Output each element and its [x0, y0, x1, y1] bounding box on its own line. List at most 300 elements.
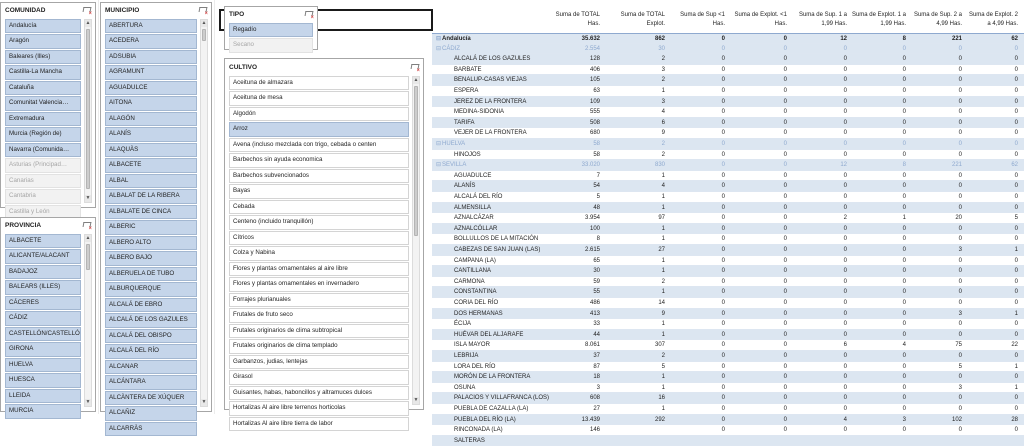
value-cell[interactable]: 0 [1014, 406, 1018, 412]
value-cell[interactable]: 307 [654, 342, 665, 349]
pivot-row[interactable] [432, 436, 1024, 446]
value-cell[interactable]: 0 [902, 353, 906, 359]
value-cell[interactable]: 0 [721, 162, 725, 169]
value-cell[interactable]: 486 [589, 300, 600, 306]
slicer-scrollbar[interactable] [412, 76, 420, 405]
value-cell[interactable]: 109 [589, 98, 600, 105]
clear-filter-icon[interactable] [304, 10, 313, 19]
value-cell[interactable]: 0 [721, 278, 725, 285]
value-cell[interactable]: 0 [1014, 204, 1018, 211]
value-cell[interactable]: 0 [902, 45, 906, 52]
value-cell[interactable]: 221 [951, 36, 962, 42]
slicer-item[interactable]: MURCIA [5, 404, 81, 418]
value-cell[interactable]: 0 [783, 151, 787, 158]
value-cell[interactable]: 0 [902, 151, 906, 158]
slicer-cultivo[interactable] [224, 58, 424, 427]
pivot-total-row[interactable] [432, 33, 1024, 44]
value-cell[interactable]: 44 [593, 331, 600, 338]
pivot-row[interactable] [432, 287, 1024, 298]
pivot-group-row[interactable] [432, 160, 1024, 171]
pivot-group-row[interactable] [432, 44, 1024, 55]
value-cell[interactable]: 0 [1014, 427, 1018, 434]
value-cell[interactable]: 1 [661, 384, 665, 391]
value-cell[interactable]: 0 [843, 300, 847, 306]
value-cell[interactable]: 59 [593, 278, 600, 285]
value-cell[interactable]: 4 [902, 342, 906, 349]
value-cell[interactable] [964, 436, 1020, 446]
scrollbar-thumb[interactable] [86, 29, 90, 189]
value-cell[interactable]: 0 [721, 406, 725, 412]
value-cell[interactable]: 55 [593, 289, 600, 296]
scroll-up-icon[interactable]: ▲ [201, 20, 207, 26]
value-cell[interactable]: 0 [1014, 278, 1018, 285]
value-cell[interactable]: 1 [661, 321, 665, 328]
value-cell[interactable]: 0 [958, 204, 962, 211]
pivot-header[interactable]: Suma de TOTAL Explot. [620, 12, 665, 27]
value-cell[interactable]: 0 [721, 183, 725, 190]
slicer-item[interactable]: Hortalizas Al aire libre tierra de labor [229, 417, 409, 431]
value-cell[interactable]: 6 [843, 342, 847, 349]
value-cell[interactable]: 8 [902, 162, 906, 169]
slicer-item[interactable]: Flores y plantas ornamentales al aire libre [229, 262, 409, 276]
value-cell[interactable]: 0 [843, 321, 847, 328]
slicer-item[interactable]: BADAJOZ [5, 265, 81, 279]
value-cell[interactable]: 0 [1014, 183, 1018, 190]
pivot-row[interactable] [432, 277, 1024, 288]
value-cell[interactable]: 0 [843, 257, 847, 264]
slicer-item[interactable]: ALICANTE/ALACANT [5, 249, 81, 263]
value-cell[interactable]: 0 [721, 247, 725, 253]
value-cell[interactable]: 0 [1014, 119, 1018, 126]
pivot-header[interactable]: Suma de Sup <1 Has. [680, 12, 725, 27]
value-cell[interactable]: 0 [843, 141, 847, 147]
slicer-item[interactable]: Regadío [229, 23, 313, 37]
value-cell[interactable]: 2 [661, 56, 665, 63]
value-cell[interactable]: 0 [1014, 88, 1018, 94]
value-cell[interactable]: 3.954 [584, 215, 600, 222]
slicer-item[interactable]: Barbechos sin ayuda economica [229, 153, 409, 167]
slicer-item[interactable]: ALBERO BAJO [105, 251, 197, 265]
pivot-row[interactable] [432, 404, 1024, 415]
slicer-item[interactable]: ALCÀNTERA DE XÚQUER [105, 391, 197, 405]
pivot-row[interactable] [432, 213, 1024, 224]
value-cell[interactable]: 0 [843, 119, 847, 126]
value-cell[interactable]: 0 [958, 395, 962, 402]
pivot-row[interactable] [432, 383, 1024, 394]
slicer-item[interactable]: Frutales de fruto seco [229, 308, 409, 322]
slicer-item[interactable]: AITONA [105, 96, 197, 110]
value-cell[interactable]: 0 [783, 204, 787, 211]
value-cell[interactable]: 54 [593, 183, 600, 190]
slicer-item[interactable]: BALEARS (ILLES) [5, 280, 81, 294]
value-cell[interactable]: 0 [958, 300, 962, 306]
value-cell[interactable] [554, 436, 602, 446]
pivot-row[interactable] [432, 309, 1024, 320]
value-cell[interactable]: 1 [661, 289, 665, 296]
value-cell[interactable]: 0 [843, 66, 847, 73]
value-cell[interactable]: 0 [902, 183, 906, 190]
value-cell[interactable]: 0 [783, 172, 787, 179]
value-cell[interactable]: 0 [721, 321, 725, 328]
slicer-item[interactable]: ALBURQUERQUE [105, 282, 197, 296]
value-cell[interactable]: 0 [958, 374, 962, 381]
pivot-header[interactable]: Suma de Sup. 2 a 4,99 Has. [913, 12, 962, 27]
slicer-item[interactable]: LLEIDA [5, 389, 81, 403]
value-cell[interactable]: 0 [1014, 395, 1018, 402]
value-cell[interactable]: 0 [958, 257, 962, 264]
value-cell[interactable]: 0 [958, 88, 962, 94]
value-cell[interactable]: 0 [843, 109, 847, 116]
value-cell[interactable]: 0 [783, 162, 787, 169]
value-cell[interactable]: 221 [951, 162, 962, 169]
value-cell[interactable]: 3 [661, 66, 665, 73]
value-cell[interactable]: 2 [661, 141, 665, 147]
value-cell[interactable]: 0 [902, 225, 906, 232]
slicer-item[interactable]: ALANÍS [105, 127, 197, 141]
value-cell[interactable]: 0 [958, 321, 962, 328]
value-cell[interactable]: 16 [658, 395, 665, 402]
value-cell[interactable]: 1 [661, 225, 665, 232]
value-cell[interactable]: 27 [658, 247, 665, 253]
pivot-row[interactable] [432, 203, 1024, 214]
value-cell[interactable]: 0 [843, 204, 847, 211]
value-cell[interactable]: 292 [654, 416, 665, 423]
value-cell[interactable]: 0 [902, 66, 906, 73]
slicer-comunidad[interactable] [0, 2, 96, 215]
slicer-item[interactable]: Guisantes, habas, haboncillos y altramuces dulces [229, 386, 409, 400]
slicer-item[interactable]: Colza y Nabina [229, 246, 409, 260]
value-cell[interactable]: 37 [593, 353, 600, 359]
clear-filter-icon[interactable] [82, 6, 91, 15]
value-cell[interactable]: 0 [958, 109, 962, 116]
slicer-item[interactable]: ALBALATE DE CINCA [105, 205, 197, 219]
value-cell[interactable]: 0 [1014, 45, 1018, 52]
collapse-toggle-icon[interactable]: ⊟ [436, 45, 442, 52]
value-cell[interactable]: 0 [958, 56, 962, 63]
value-cell[interactable]: 0 [783, 268, 787, 275]
value-cell[interactable]: 0 [1014, 130, 1018, 137]
pivot-row[interactable] [432, 245, 1024, 256]
slicer-item[interactable]: Girasol [229, 370, 409, 384]
value-cell[interactable]: 0 [721, 353, 725, 359]
value-cell[interactable]: 3 [661, 98, 665, 105]
value-cell[interactable]: 0 [843, 77, 847, 84]
value-cell[interactable]: 0 [843, 406, 847, 412]
value-cell[interactable]: 0 [902, 321, 906, 328]
slicer-item[interactable]: ALBERIC [105, 220, 197, 234]
slicer-item[interactable]: Canarias [5, 174, 81, 188]
slicer-item[interactable]: HUELVA [5, 358, 81, 372]
slicer-item[interactable]: Andalucía [5, 19, 81, 33]
value-cell[interactable]: 0 [783, 257, 787, 264]
value-cell[interactable]: 0 [783, 194, 787, 200]
value-cell[interactable]: 0 [783, 215, 787, 222]
value-cell[interactable]: 0 [843, 268, 847, 275]
slicer-item[interactable]: ALBACETE [5, 234, 81, 248]
value-cell[interactable]: 0 [783, 278, 787, 285]
value-cell[interactable]: 0 [721, 331, 725, 338]
pivot-row[interactable] [432, 150, 1024, 161]
value-cell[interactable]: 2 [661, 151, 665, 158]
value-cell[interactable]: 0 [1014, 257, 1018, 264]
scroll-down-icon[interactable]: ▼ [85, 399, 91, 405]
value-cell[interactable]: 0 [1014, 321, 1018, 328]
value-cell[interactable]: 0 [902, 172, 906, 179]
value-cell[interactable]: 3 [958, 310, 962, 317]
pivot-row[interactable] [432, 181, 1024, 192]
value-cell[interactable]: 0 [843, 183, 847, 190]
value-cell[interactable]: 0 [958, 236, 962, 243]
value-cell[interactable]: 2 [661, 77, 665, 84]
value-cell[interactable]: 608 [589, 395, 600, 402]
value-cell[interactable]: 0 [721, 172, 725, 179]
value-cell[interactable] [602, 436, 667, 446]
value-cell[interactable]: 62 [1011, 36, 1018, 42]
collapse-toggle-icon[interactable]: ⊟ [436, 162, 442, 169]
slicer-item[interactable]: CASTELLÓN/CASTELLÓ [5, 327, 81, 341]
slicer-item[interactable]: Castilla y León [5, 205, 81, 219]
value-cell[interactable]: 100 [589, 225, 600, 232]
value-cell[interactable]: 0 [783, 247, 787, 253]
value-cell[interactable]: 0 [843, 130, 847, 137]
pivot-row[interactable] [432, 330, 1024, 341]
value-cell[interactable]: 1 [661, 374, 665, 381]
value-cell[interactable]: 4 [843, 416, 847, 423]
clear-filter-icon[interactable] [82, 221, 91, 230]
value-cell[interactable]: 0 [902, 204, 906, 211]
value-cell[interactable]: 2 [661, 278, 665, 285]
value-cell[interactable]: 0 [843, 236, 847, 243]
slicer-item[interactable]: ALBACETE [105, 158, 197, 172]
value-cell[interactable]: 0 [1014, 331, 1018, 338]
value-cell[interactable]: 0 [902, 289, 906, 296]
value-cell[interactable]: 0 [1014, 268, 1018, 275]
value-cell[interactable]: 0 [958, 427, 962, 434]
value-cell[interactable]: 0 [843, 289, 847, 296]
value-cell[interactable]: 1 [661, 406, 665, 412]
value-cell[interactable]: 9 [661, 310, 665, 317]
value-cell[interactable]: 5 [958, 363, 962, 370]
value-cell[interactable]: 58 [593, 141, 600, 147]
value-cell[interactable]: 0 [721, 77, 725, 84]
slicer-item[interactable]: ALBALAT DE LA RIBERA [105, 189, 197, 203]
value-cell[interactable]: 0 [1014, 66, 1018, 73]
value-cell[interactable]: 0 [721, 130, 725, 137]
pivot-row[interactable] [432, 340, 1024, 351]
value-cell[interactable]: 0 [721, 225, 725, 232]
value-cell[interactable]: 0 [1014, 225, 1018, 232]
value-cell[interactable]: 0 [1014, 353, 1018, 359]
pivot-row[interactable] [432, 234, 1024, 245]
slicer-item[interactable]: ALCARRÀS [105, 422, 197, 436]
value-cell[interactable]: 0 [783, 225, 787, 232]
value-cell[interactable]: 0 [783, 416, 787, 423]
slicer-scrollbar[interactable] [84, 19, 92, 203]
value-cell[interactable]: 0 [1014, 172, 1018, 179]
value-cell[interactable]: 8.061 [584, 342, 600, 349]
pivot-row[interactable] [432, 351, 1024, 362]
value-cell[interactable] [789, 436, 849, 446]
value-cell[interactable]: 0 [721, 342, 725, 349]
value-cell[interactable]: 0 [721, 427, 725, 434]
value-cell[interactable]: 0 [958, 353, 962, 359]
value-cell[interactable]: 508 [589, 119, 600, 126]
pivot-row[interactable] [432, 298, 1024, 309]
value-cell[interactable]: 0 [958, 331, 962, 338]
value-cell[interactable]: 0 [721, 204, 725, 211]
value-cell[interactable]: 0 [843, 225, 847, 232]
value-cell[interactable]: 20 [955, 215, 962, 222]
value-cell[interactable]: 0 [958, 194, 962, 200]
value-cell[interactable]: 0 [1014, 194, 1018, 200]
slicer-item[interactable]: Avena (incluso mezclada con trigo, cebada o centen [229, 138, 409, 152]
pivot-header[interactable]: Suma de Explot. 2 a 4,99 Has. [968, 12, 1018, 27]
slicer-item[interactable]: HUESCA [5, 373, 81, 387]
value-cell[interactable]: 0 [958, 225, 962, 232]
pivot-row[interactable] [432, 97, 1024, 108]
slicer-item[interactable]: Frutales originarios de clima templado [229, 339, 409, 353]
slicer-item[interactable]: Algodón [229, 107, 409, 121]
value-cell[interactable]: 0 [1014, 151, 1018, 158]
value-cell[interactable]: 0 [958, 289, 962, 296]
pivot-row[interactable] [432, 75, 1024, 86]
value-cell[interactable]: 555 [589, 109, 600, 116]
value-cell[interactable]: 0 [902, 331, 906, 338]
value-cell[interactable]: 1 [661, 88, 665, 94]
value-cell[interactable]: 65 [593, 257, 600, 264]
value-cell[interactable]: 0 [783, 384, 787, 391]
value-cell[interactable]: 0 [783, 300, 787, 306]
value-cell[interactable]: 35.632 [581, 36, 600, 42]
slicer-item[interactable]: Navarra (Comunida… [5, 143, 81, 157]
value-cell[interactable]: 1 [661, 204, 665, 211]
collapse-toggle-icon[interactable]: ⊟ [436, 36, 442, 42]
pivot-row[interactable] [432, 107, 1024, 118]
scroll-up-icon[interactable]: ▲ [85, 20, 91, 26]
scroll-down-icon[interactable]: ▼ [85, 195, 91, 201]
value-cell[interactable]: 862 [654, 36, 665, 42]
value-cell[interactable]: 0 [902, 310, 906, 317]
value-cell[interactable]: 0 [902, 236, 906, 243]
value-cell[interactable]: 0 [902, 56, 906, 63]
value-cell[interactable]: 0 [843, 88, 847, 94]
pivot-row[interactable] [432, 192, 1024, 203]
value-cell[interactable]: 0 [1014, 98, 1018, 105]
slicer-scrollbar[interactable] [200, 19, 208, 407]
slicer-item[interactable]: ALBERO ALTO [105, 236, 197, 250]
value-cell[interactable]: 75 [955, 342, 962, 349]
slicer-item[interactable]: Aceituna de almazara [229, 76, 409, 90]
value-cell[interactable]: 0 [721, 215, 725, 222]
value-cell[interactable]: 0 [783, 427, 787, 434]
value-cell[interactable]: 30 [593, 268, 600, 275]
value-cell[interactable]: 9 [661, 130, 665, 137]
value-cell[interactable]: 6 [661, 119, 665, 126]
value-cell[interactable]: 413 [589, 310, 600, 317]
value-cell[interactable]: 0 [902, 130, 906, 137]
value-cell[interactable]: 0 [783, 56, 787, 63]
value-cell[interactable]: 22 [1011, 342, 1018, 349]
value-cell[interactable]: 0 [843, 427, 847, 434]
slicer-item[interactable]: Hortalizas Al aire libre terrenos horticolas [229, 401, 409, 415]
collapse-toggle-icon[interactable]: ⊟ [436, 141, 442, 147]
slicer-item[interactable]: ALCALÁ DE EBRO [105, 298, 197, 312]
value-cell[interactable]: 0 [958, 66, 962, 73]
slicer-item[interactable]: ALBERUELA DE TUBO [105, 267, 197, 281]
value-cell[interactable]: 0 [783, 183, 787, 190]
value-cell[interactable]: 0 [843, 384, 847, 391]
value-cell[interactable]: 0 [783, 77, 787, 84]
value-cell[interactable]: 97 [658, 215, 665, 222]
value-cell[interactable]: 830 [654, 162, 665, 169]
value-cell[interactable]: 0 [721, 56, 725, 63]
clear-filter-icon[interactable] [410, 63, 419, 72]
value-cell[interactable]: 0 [783, 321, 787, 328]
slicer-item[interactable]: ALCAÑIZ [105, 406, 197, 420]
value-cell[interactable]: 2 [843, 215, 847, 222]
value-cell[interactable]: 27 [593, 406, 600, 412]
value-cell[interactable]: 8 [596, 236, 600, 243]
value-cell[interactable]: 0 [721, 236, 725, 243]
value-cell[interactable]: 0 [783, 374, 787, 381]
value-cell[interactable]: 0 [783, 342, 787, 349]
value-cell[interactable]: 1 [661, 194, 665, 200]
pivot-row[interactable] [432, 372, 1024, 383]
value-cell[interactable]: 3 [958, 247, 962, 253]
value-cell[interactable]: 0 [721, 374, 725, 381]
slicer-item[interactable]: AGRAMUNT [105, 65, 197, 79]
slicer-item[interactable]: ACEDERA [105, 34, 197, 48]
value-cell[interactable]: 2 [661, 353, 665, 359]
slicer-item[interactable]: Flores y plantas ornamentales en invernadero [229, 277, 409, 291]
scrollbar-thumb[interactable] [414, 86, 418, 236]
value-cell[interactable]: 0 [721, 119, 725, 126]
value-cell[interactable]: 0 [843, 45, 847, 52]
value-cell[interactable] [727, 436, 789, 446]
scroll-down-icon[interactable]: ▼ [201, 399, 207, 405]
value-cell[interactable]: 0 [783, 130, 787, 137]
value-cell[interactable]: 62 [1011, 162, 1018, 169]
value-cell[interactable]: 0 [1014, 77, 1018, 84]
pivot-row[interactable] [432, 266, 1024, 277]
clear-filter-icon[interactable] [198, 6, 207, 15]
slicer-item[interactable]: Barbechos subvencionados [229, 169, 409, 183]
value-cell[interactable]: 58 [593, 151, 600, 158]
value-cell[interactable]: 0 [902, 406, 906, 412]
value-cell[interactable]: 0 [721, 416, 725, 423]
slicer-item[interactable]: Frutales originarios de clima subtropical [229, 324, 409, 338]
slicer-item[interactable]: Centeno (incluido tranquillón) [229, 215, 409, 229]
value-cell[interactable]: 0 [958, 406, 962, 412]
value-cell[interactable]: 18 [593, 374, 600, 381]
value-cell[interactable]: 63 [593, 88, 600, 94]
slicer-item[interactable]: ALCALÁ DEL OBISPO [105, 329, 197, 343]
value-cell[interactable]: 1 [661, 236, 665, 243]
pivot-header[interactable]: Suma de Explot. 1 a 1,99 Has. [851, 12, 906, 27]
slicer-item[interactable]: Secano [229, 38, 313, 52]
pivot-header[interactable]: Suma de TOTAL Has. [555, 12, 600, 27]
value-cell[interactable]: 146 [589, 427, 600, 434]
slicer-provincia[interactable] [0, 217, 96, 415]
slicer-item[interactable]: Cataluña [5, 81, 81, 95]
slicer-item[interactable]: Bayas [229, 184, 409, 198]
value-cell[interactable]: 0 [721, 384, 725, 391]
value-cell[interactable]: 0 [783, 141, 787, 147]
value-cell[interactable]: 0 [843, 331, 847, 338]
value-cell[interactable]: 3 [902, 416, 906, 423]
value-cell[interactable]: 33 [593, 321, 600, 328]
value-cell[interactable]: 0 [721, 395, 725, 402]
